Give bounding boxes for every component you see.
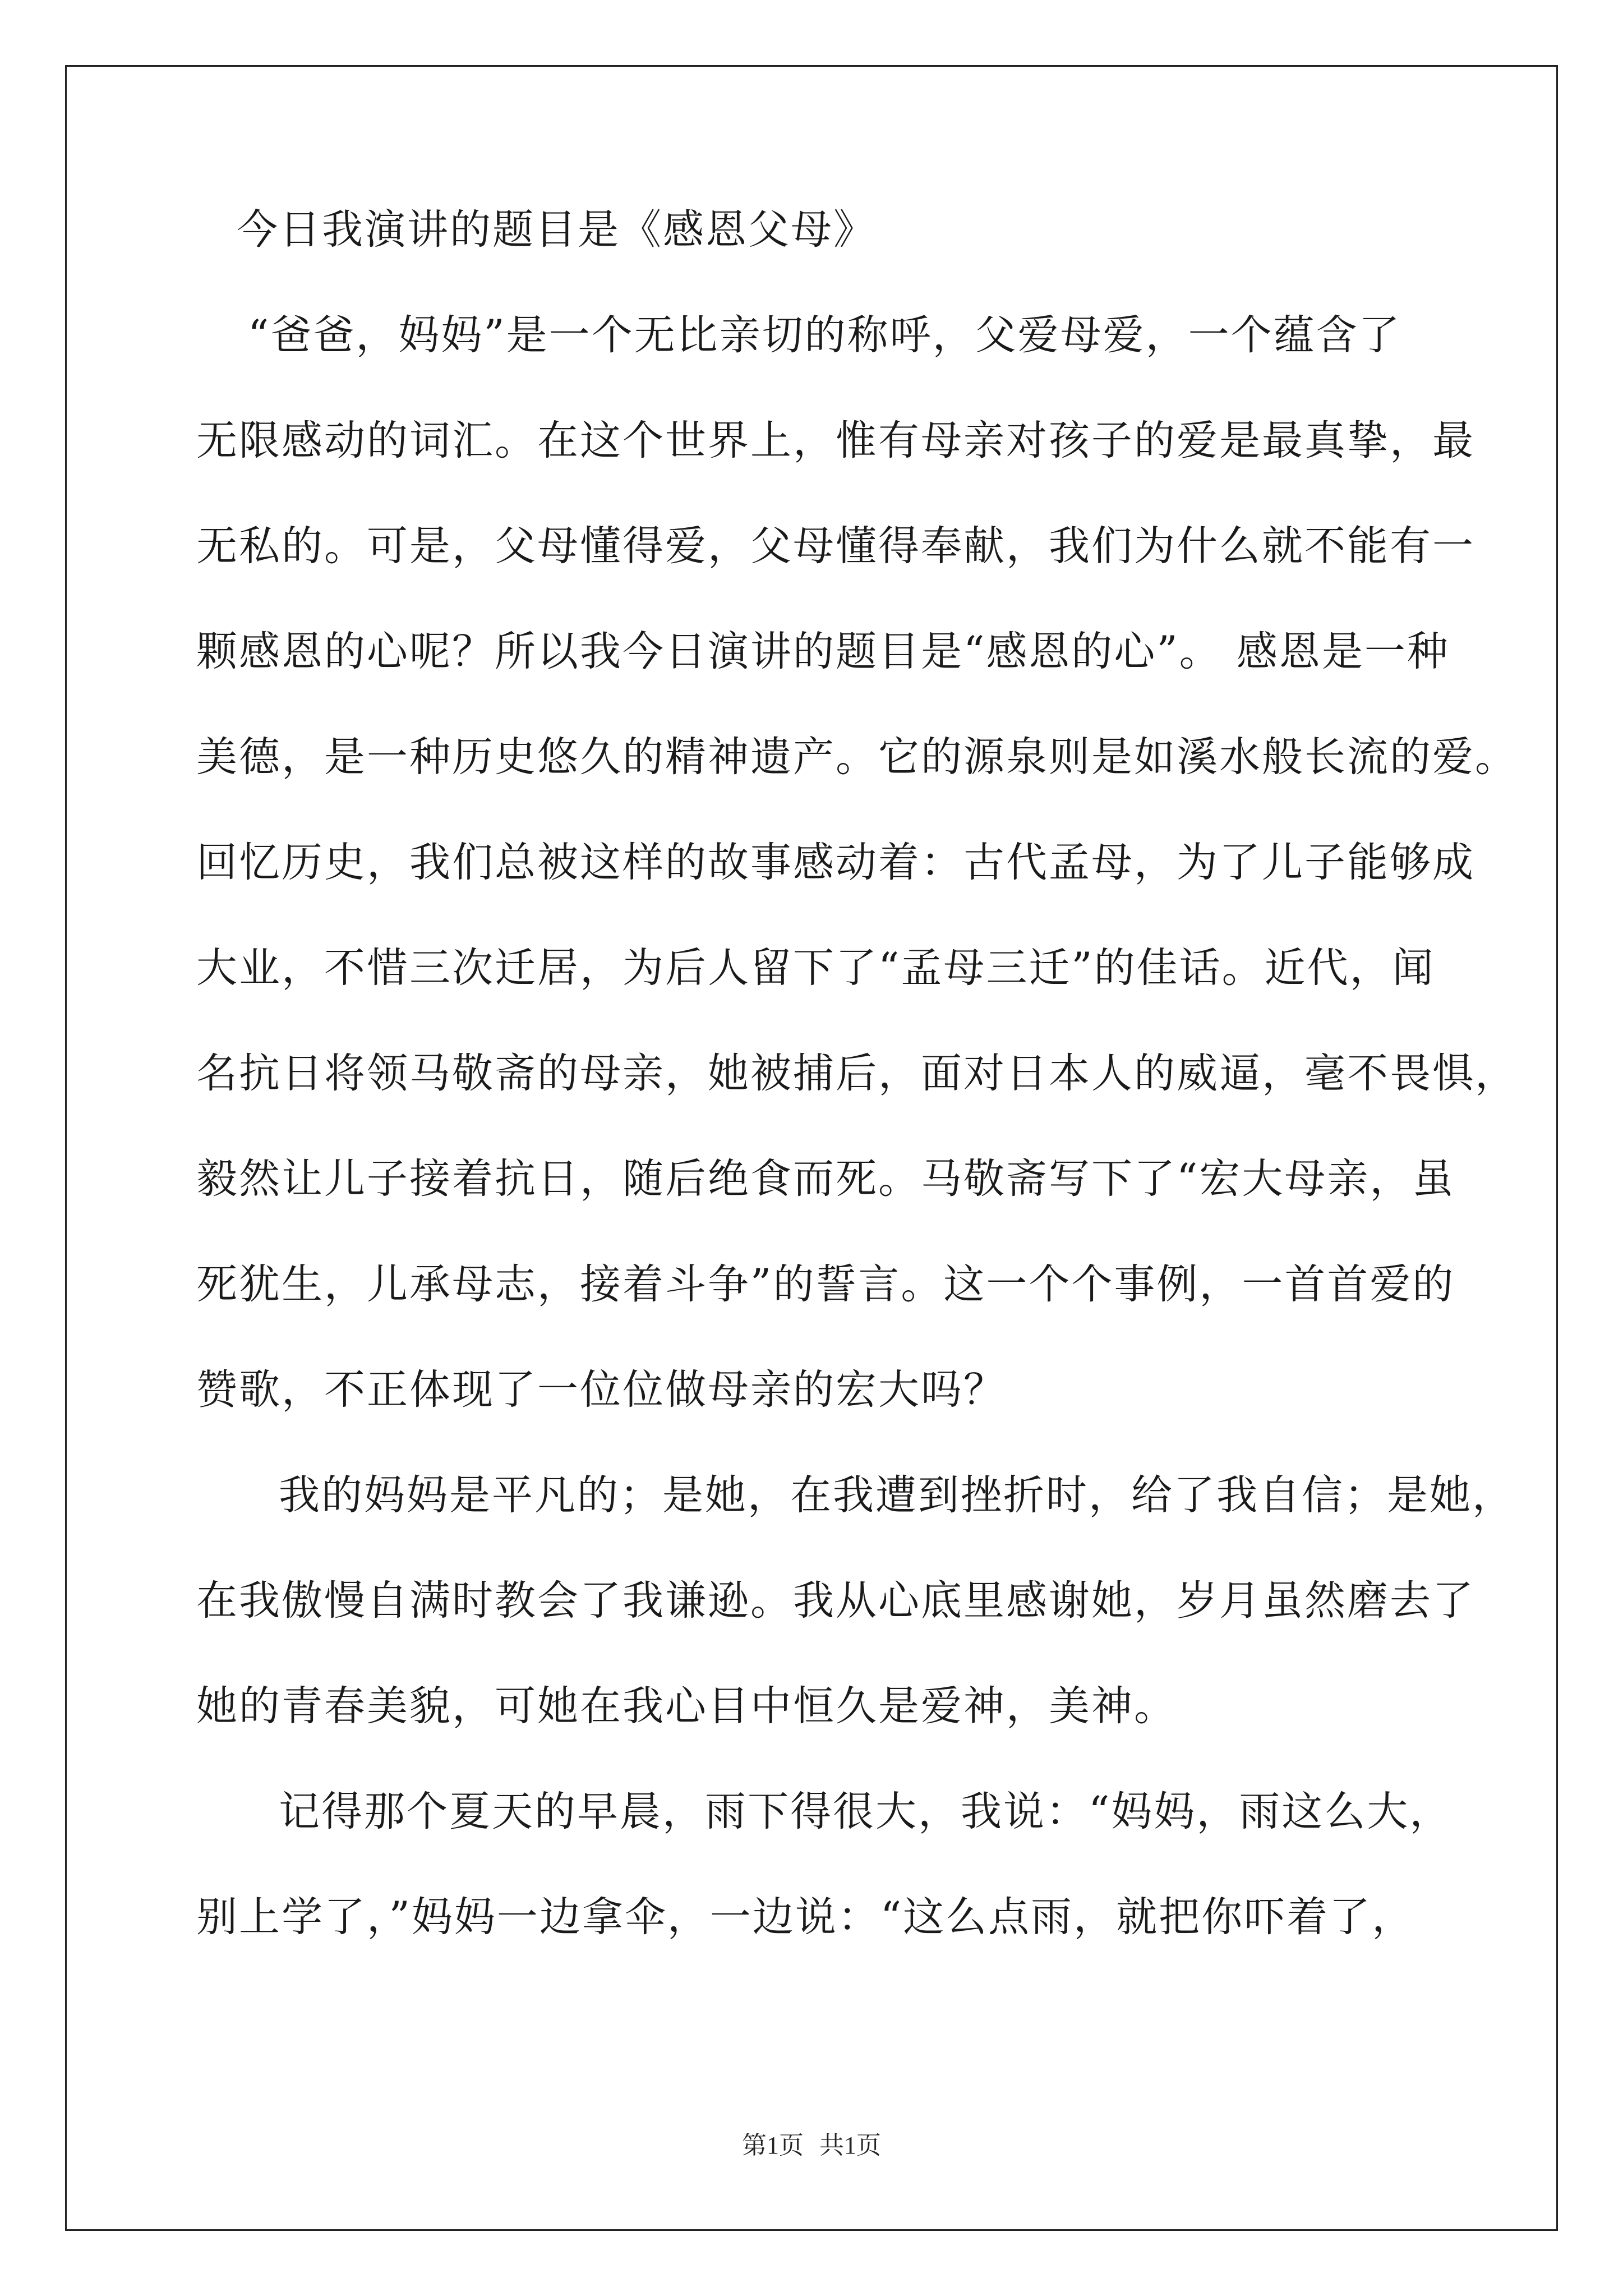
text-line: 死犹生，儿承母志，接着斗争”的誓言。这一个个事例，一首首爱的 [196,1260,1455,1308]
text-line: 赞歌，不正体现了一位位做母亲的宏大吗？ [196,1366,1006,1414]
page-number: 第1页 [742,2132,804,2159]
text-line: 回忆历史，我们总被这样的故事感动着：古代孟母，为了儿子能够成 [196,839,1475,886]
text-line: 她的青春美貌，可她在我心目中恒久是爱神，美神。 [196,1682,1177,1730]
text-line: 毅然让儿子接着抗日，随后绝食而死。马敬斋写下了“宏大母亲，虽 [196,1155,1455,1203]
text-line: “爸爸，妈妈”是一个无比亲切的称呼，父爱母爱，一个蕴含了 [248,311,1401,359]
page-footer [0,2129,1623,2162]
text-line: 我的妈妈是平凡的；是她，在我遭到挫折时，给了我自信；是她， [279,1471,1515,1519]
text-line: 无私的。可是，父母懂得爱，父母懂得奉献，我们为什么就不能有一 [196,522,1475,570]
text-line: 无限感动的词汇。在这个世界上，惟有母亲对孩子的爱是最真挚，最 [196,417,1475,464]
text-line: 大业，不惜三次迁居，为后人留下了“孟母三迁”的佳话。近代，闻 [196,944,1435,992]
text-line: 记得那个夏天的早晨，雨下得很大，我说：“妈妈，雨这么大， [279,1788,1453,1835]
text-line: 颗感恩的心呢？所以我今日演讲的题目是“感恩的心”。 感恩是一种 [196,628,1450,675]
text-line: 美德，是一种历史悠久的精神遗产。它的源泉则是如溪水般长流的爱。 [196,733,1518,781]
text-line: 别上学了，”妈妈一边拿伞，一边说：“这么点雨，就把你吓着了， [196,1893,1415,1941]
text-line: 名抗日将领马敬斋的母亲，她被捕后，面对日本人的威逼，毫不畏惧， [196,1050,1518,1097]
document-title: 今日我演讲的题目是《感恩父母》 [237,206,876,254]
page-total: 共1页 [819,2132,881,2159]
text-line: 在我傲慢自满时教会了我谦逊。我从心底里感谢她，岁月虽然磨去了 [196,1577,1475,1625]
